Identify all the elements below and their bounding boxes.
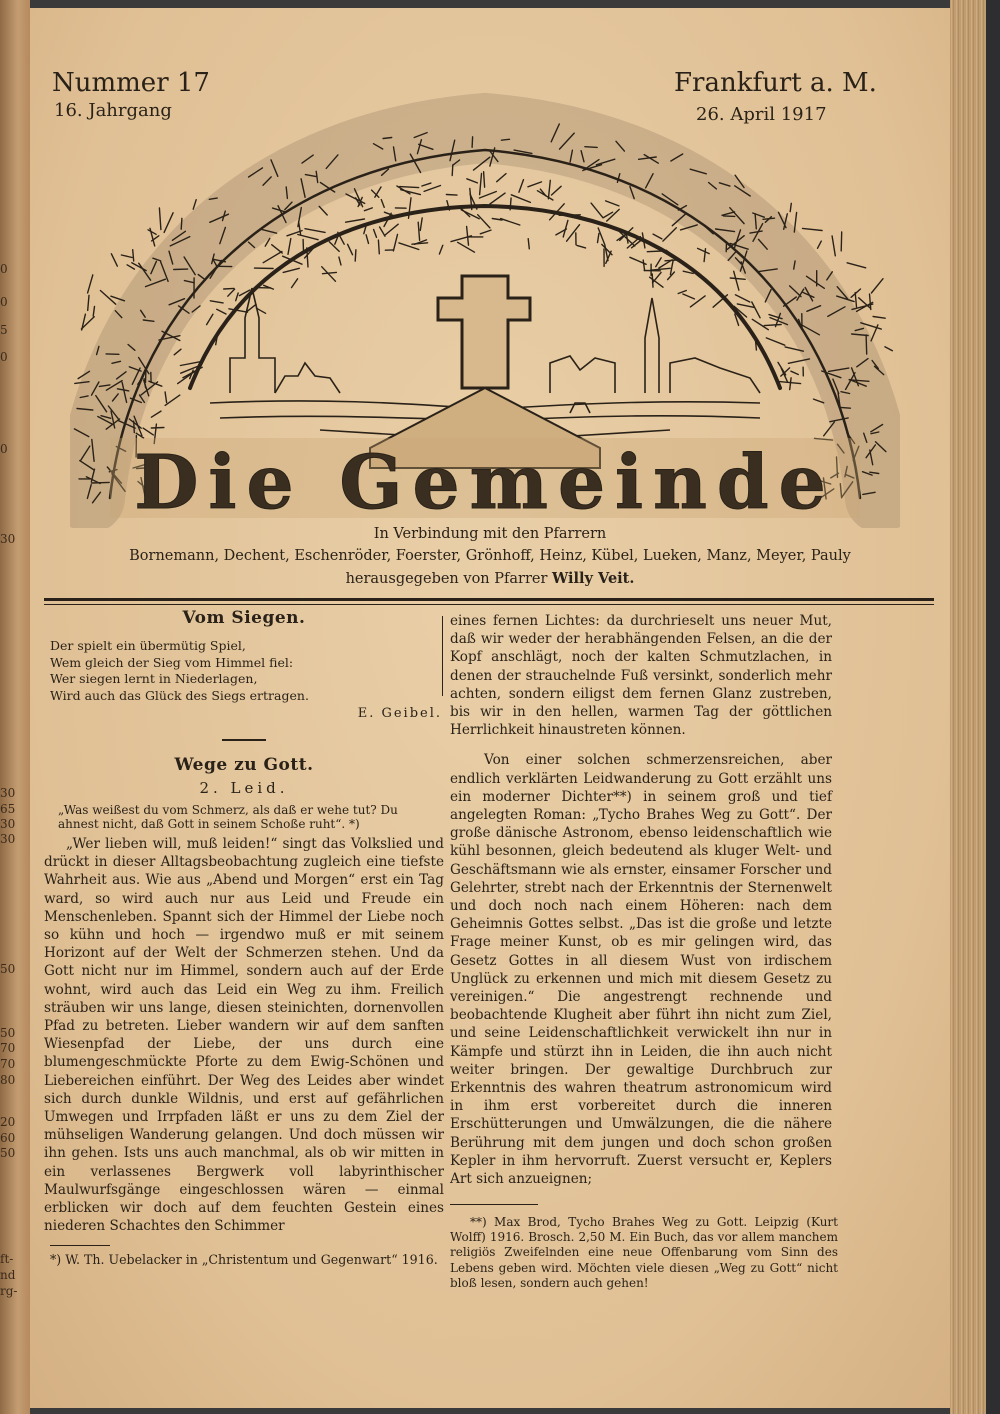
page-stack-edge [950,0,1000,1414]
margin-mark: 50 [0,1026,16,1040]
paragraph: „Wer lieben will, muß leiden!“ singt das Volkslied und drückt in dieser Alltagsbeobachtung zugleich eine tiefste Wahrheit aus. Wie aus „Abend und Morgen“ erst ein Tag ward, so wird auch nur aus Leid und Freude ein Menschenleben. Spannt sich der Himmel der Liebe noch so kühn und hoch — irgendwo muß er mit seinem Horizont auf der Welt der Schmerzen stehen. Und da Gott nicht nur im Himmel, sondern auch auf der Erde wohnt, wird auch das Leid ein Weg zu ihm. Freilich sträuben wir uns lange, diesen steinichten, dornenvollen Pfad zu betreten. Lieber wandern wir auf dem sanften Wiesenpfad der Liebe, der uns durch eine blumengeschmückte Pforte zu dem Ewig-Schönen und Liebereichen einführt. Der Weg des Leides aber windet sich durch dunkle Wildnis, und erst auf gefährlichen Umwegen und Irrpfaden läßt er uns zu dem Ziel der mühseligen Wanderung gelangen. Und doch müssen wir ihn gehen. Ists uns auch manchmal, als ob wir mitten in ein verlassenes Bergwerk voll labyrinthischer Maulwurfsgänge eingeschlossen wären — einmal erblicken wir doch auf dem feuchten Gestein eines niederen Schachtes den Schimmer [44,836,444,1235]
masthead-title: Die Gemeinde [134,440,836,526]
footnote-rule [450,1204,538,1205]
margin-mark: 30 [0,786,16,800]
issue-number: Nummer 17 [52,68,210,98]
margin-mark: 30 [0,532,16,546]
adjacent-page-strip [0,0,30,1414]
margin-mark: 5 [0,323,8,337]
margin-mark: 80 [0,1073,16,1087]
paragraph: Von einer solchen schmerzensreichen, aber endlich verklärten Leidwanderung zu Gott erzählt uns ein moderner Dichter**) in seinem groß und tief angelegten Roman: „Tycho Brahes Weg zu Gott“. Der große dänische Astronom, ebenso leidenschaftlich wie kühl besonnen, gleich bedeutend als kluger Welt- und Geschäftsmann wie als ernster, einsamer Forscher und Gelehrter, strebt nach der Erkenntnis der Sternenwelt und doch noch nach einem Höheren: nach dem Geheimnis Gottes selbst. „Das ist die große und letzte Frage meiner Kunst, ob es mir gelingen wird, das Gesetz Gottes in all diesem Wust von irdischem Unglück zu erkennen und mich mit diesem Gesetz zu vereinigen.“ Die angestrengt rechnende und beobachtende Klugheit aber führt ihn nicht zum Ziel, und seine Leidenschaftlichkeit verwickelt ihn nur in Kämpfe und stürzt ihn in Leiden, die ihn auch nicht weiter bringen. Der gewaltige Durchbruch zur Erkenntnis des wahren theatrum astronomicum wird in ihm erst vorbereitet durch die inneren Erschütterungen und Umwälzungen, die die nähere Berührung mit dem jungen und doch schon großen Kepler in ihm hervorruft. Zuerst versucht er, Keplers Art sich anzueignen; [450,752,832,1188]
margin-mark: nd [0,1268,16,1282]
margin-mark: 60 [0,1131,16,1145]
footnote-right-block [450,1204,838,1291]
header-rule [44,598,934,601]
section-rule [222,739,266,741]
poem [44,638,444,704]
margin-mark: 50 [0,1146,16,1160]
credits-line-3 [30,570,950,587]
volume-year: 16. Jahrgang [54,100,172,121]
credits-line-1: In Verbindung mit den Pfarrern [373,526,607,542]
article-title: Wege zu Gott. [174,755,314,775]
poem-author: E. Geibel. [357,706,442,721]
margin-mark: 65 [0,802,16,816]
margin-mark: 0 [0,262,8,276]
margin-mark: 0 [0,295,8,309]
header-rule-thin [44,604,934,605]
book-binding [986,0,1000,1414]
poem-line: Wer siegen lernt in Niederlagen, [50,671,258,686]
title-lettering [110,438,860,526]
credits-line-2: Bornemann, Dechent, Eschenröder, Foerster, Grönhoff, Heinz, Kübel, Lueken, Manz, Meyer, Pauly [129,548,851,564]
editor-name: Willy Veit. [552,570,635,587]
article-motto: „Was weißest du vom Schmerz, als daß er wehe tut? Du ahnest nicht, daß Gott in seinem Schoße ruht“. *) [58,803,398,831]
margin-mark: 70 [0,1057,16,1071]
article-subtitle: 2. Leid. [199,779,289,797]
article-body-right [450,612,832,1188]
poem-line: Wird auch das Glück des Siegs ertragen. [50,687,309,703]
right-column [450,612,832,1188]
article-body-left [44,835,444,1235]
margin-mark: ft- [0,1252,14,1266]
footnote-right: **) Max Brod, Tycho Brahes Weg zu Gott. Leipzig (Kurt Wolff) 1916. Brosch. 2,50 M. Ein Buch, das vor allem manchem religiös Zweifelnden eine neue Offenbarung vom Sinn des Lebens geben wird. Möchten viele diesen „Weg zu Gott“ nicht bloß lesen, sondern auch gehen! [450,1215,838,1290]
poem-line: Wem gleich der Sieg vom Himmel fiel: [50,654,294,670]
margin-mark: 0 [0,442,8,456]
margin-mark: 50 [0,962,16,976]
credits-prefix: herausgegeben von Pfarrer [345,571,548,587]
margin-mark: 70 [0,1041,16,1055]
margin-mark: 20 [0,1115,16,1129]
newspaper-page [30,8,950,1408]
publication-place: Frankfurt a. M. [674,68,877,98]
masthead-illustration [70,58,900,528]
margin-mark: 0 [0,350,8,364]
left-column [44,608,444,1268]
issue-date: 26. April 1917 [696,104,827,125]
footnote-left: *) W. Th. Uebelacker in „Christentum und Gegenwart“ 1916. [50,1252,438,1268]
margin-mark: rg- [0,1284,18,1298]
poem-line: Der spielt ein übermütig Spiel, [50,638,246,653]
paragraph: eines fernen Lichtes: da durchrieselt uns neuer Mut, daß wir weder der herabhängenden Felsen, an die der Kopf anschlägt, noch der kalten Schmutzlachen, in denen der strauchelnde Fuß versinkt, sonderlich mehr achten, sondern eiligst dem fernen Glanz zustreben, bis wir in den hellen, warmen Tag der göttlichen Herrlichkeit hinaustreten können. [450,613,832,739]
margin-mark: 30 [0,817,16,831]
footnote-rule [50,1245,110,1246]
poem-title: Vom Siegen. [182,608,306,628]
margin-mark: 30 [0,832,16,846]
